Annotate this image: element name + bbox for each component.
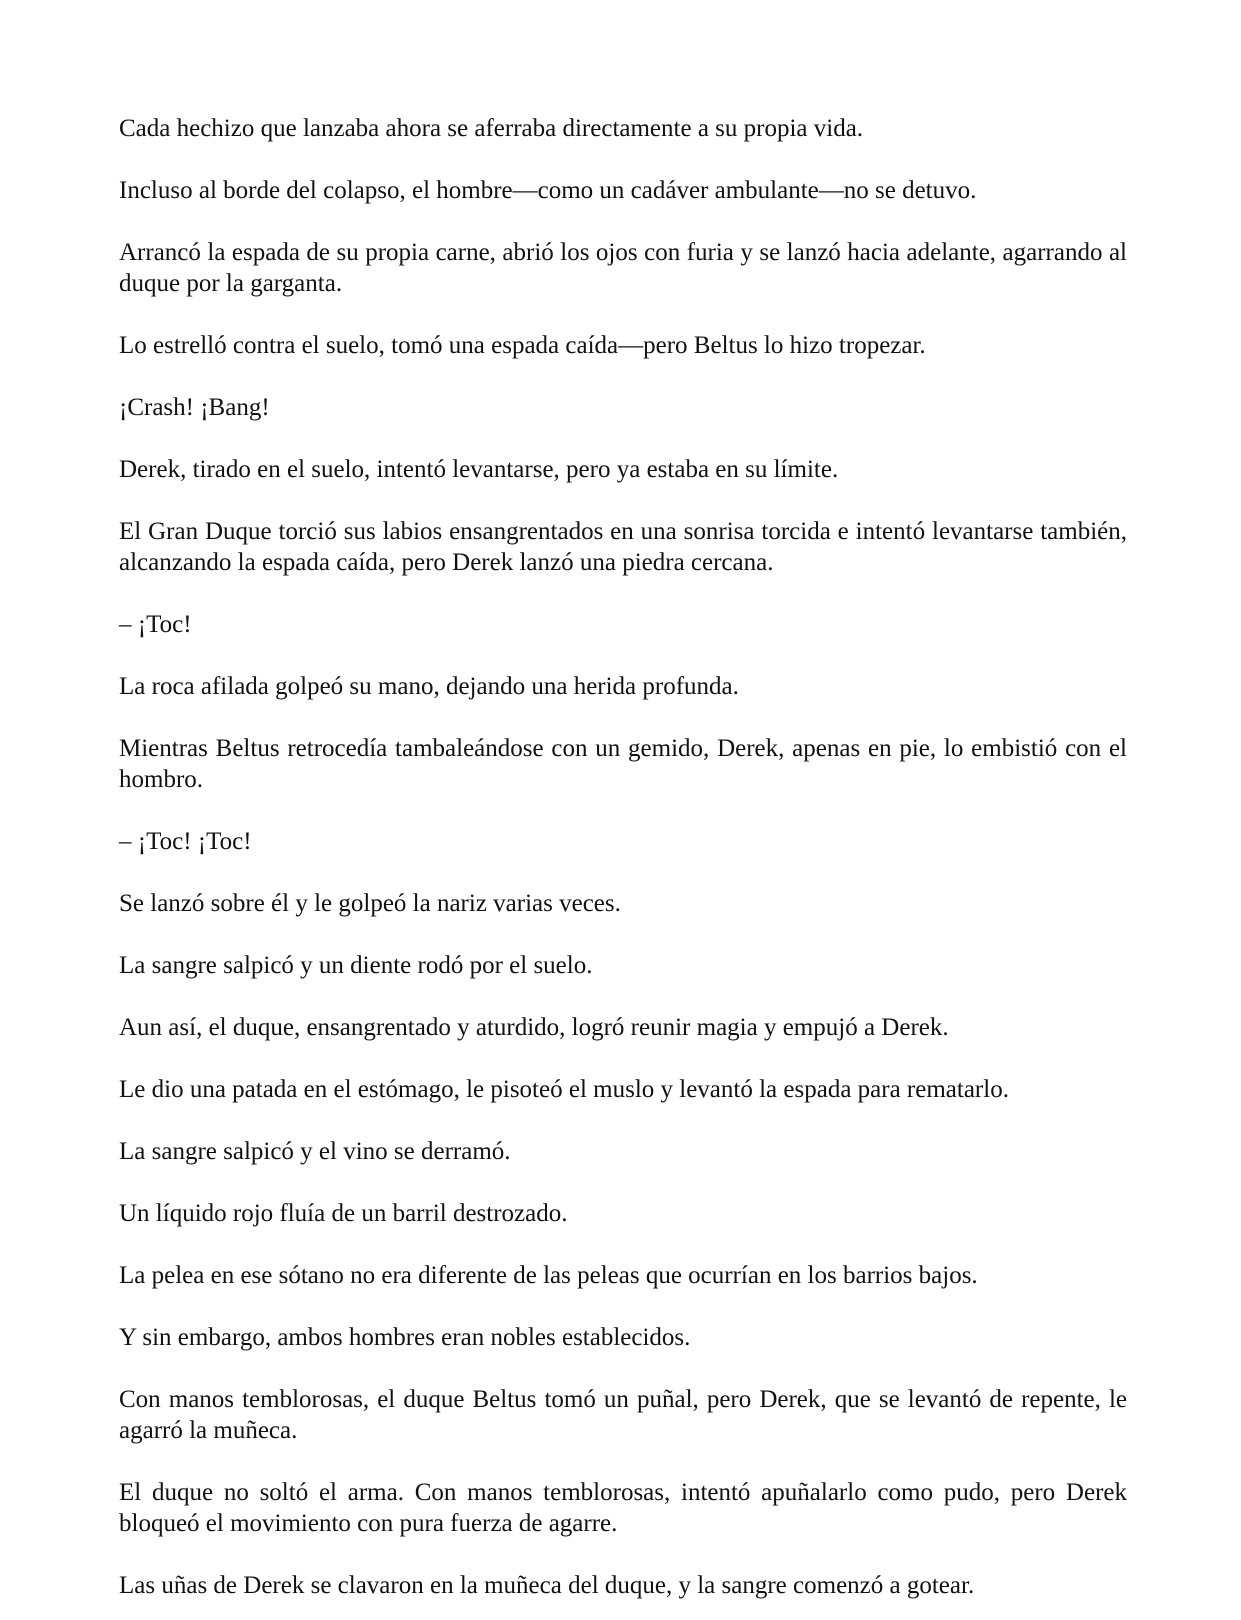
paragraph-9: La roca afilada golpeó su mano, dejando una herida profunda. — [119, 673, 739, 700]
paragraph-11: – ¡Toc! ¡Toc! — [119, 828, 252, 855]
paragraph-18: La pelea en ese sótano no era diferente de las peleas que ocurrían en los barrios bajos. — [119, 1262, 978, 1289]
document-body — [119, 113, 1127, 1601]
paragraph-12: Se lanzó sobre él y le golpeó la nariz varias veces. — [119, 890, 621, 917]
paragraph-20: Con manos temblorosas, el duque Beltus tomó un puñal, pero Derek, que se levantó de repente, le agarró la muñeca. — [119, 1386, 1127, 1444]
paragraph-22: Las uñas de Derek se clavaron en la muñeca del duque, y la sangre comenzó a gotear. — [119, 1572, 975, 1599]
paragraph-7: El Gran Duque torció sus labios ensangrentados en una sonrisa torcida e intentó levantarse también, alcanzando la espada caída, pero Derek lanzó una piedra cercana. — [119, 518, 1127, 576]
paragraph-17: Un líquido rojo fluía de un barril destrozado. — [119, 1200, 568, 1227]
paragraph-14: Aun así, el duque, ensangrentado y aturdido, logró reunir magia y empujó a Derek. — [119, 1014, 949, 1041]
paragraph-21: El duque no soltó el arma. Con manos temblorosas, intentó apuñalarlo como pudo, pero Derek bloqueó el movimiento con pura fuerza de agarre. — [119, 1479, 1127, 1537]
paragraph-3: Arrancó la espada de su propia carne, abrió los ojos con furia y se lanzó hacia adelante, agarrando al duque por la garganta. — [119, 239, 1127, 297]
paragraph-5: ¡Crash! ¡Bang! — [119, 394, 270, 421]
paragraph-15: Le dio una patada en el estómago, le pisoteó el muslo y levantó la espada para rematarlo. — [119, 1076, 1009, 1103]
paragraph-10: Mientras Beltus retrocedía tambaleándose con un gemido, Derek, apenas en pie, lo embistió con el hombro. — [119, 735, 1127, 793]
paragraph-2: Incluso al borde del colapso, el hombre—como un cadáver ambulante—no se detuvo. — [119, 177, 977, 204]
paragraph-16: La sangre salpicó y el vino se derramó. — [119, 1138, 511, 1165]
paragraph-4: Lo estrelló contra el suelo, tomó una espada caída—pero Beltus lo hizo tropezar. — [119, 332, 926, 359]
paragraph-8: – ¡Toc! — [119, 611, 192, 638]
paragraph-1: Cada hechizo que lanzaba ahora se aferraba directamente a su propia vida. — [119, 115, 864, 142]
paragraph-19: Y sin embargo, ambos hombres eran nobles establecidos. — [119, 1324, 691, 1351]
paragraph-13: La sangre salpicó y un diente rodó por el suelo. — [119, 952, 593, 979]
paragraph-6: Derek, tirado en el suelo, intentó levantarse, pero ya estaba en su límite. — [119, 456, 839, 483]
